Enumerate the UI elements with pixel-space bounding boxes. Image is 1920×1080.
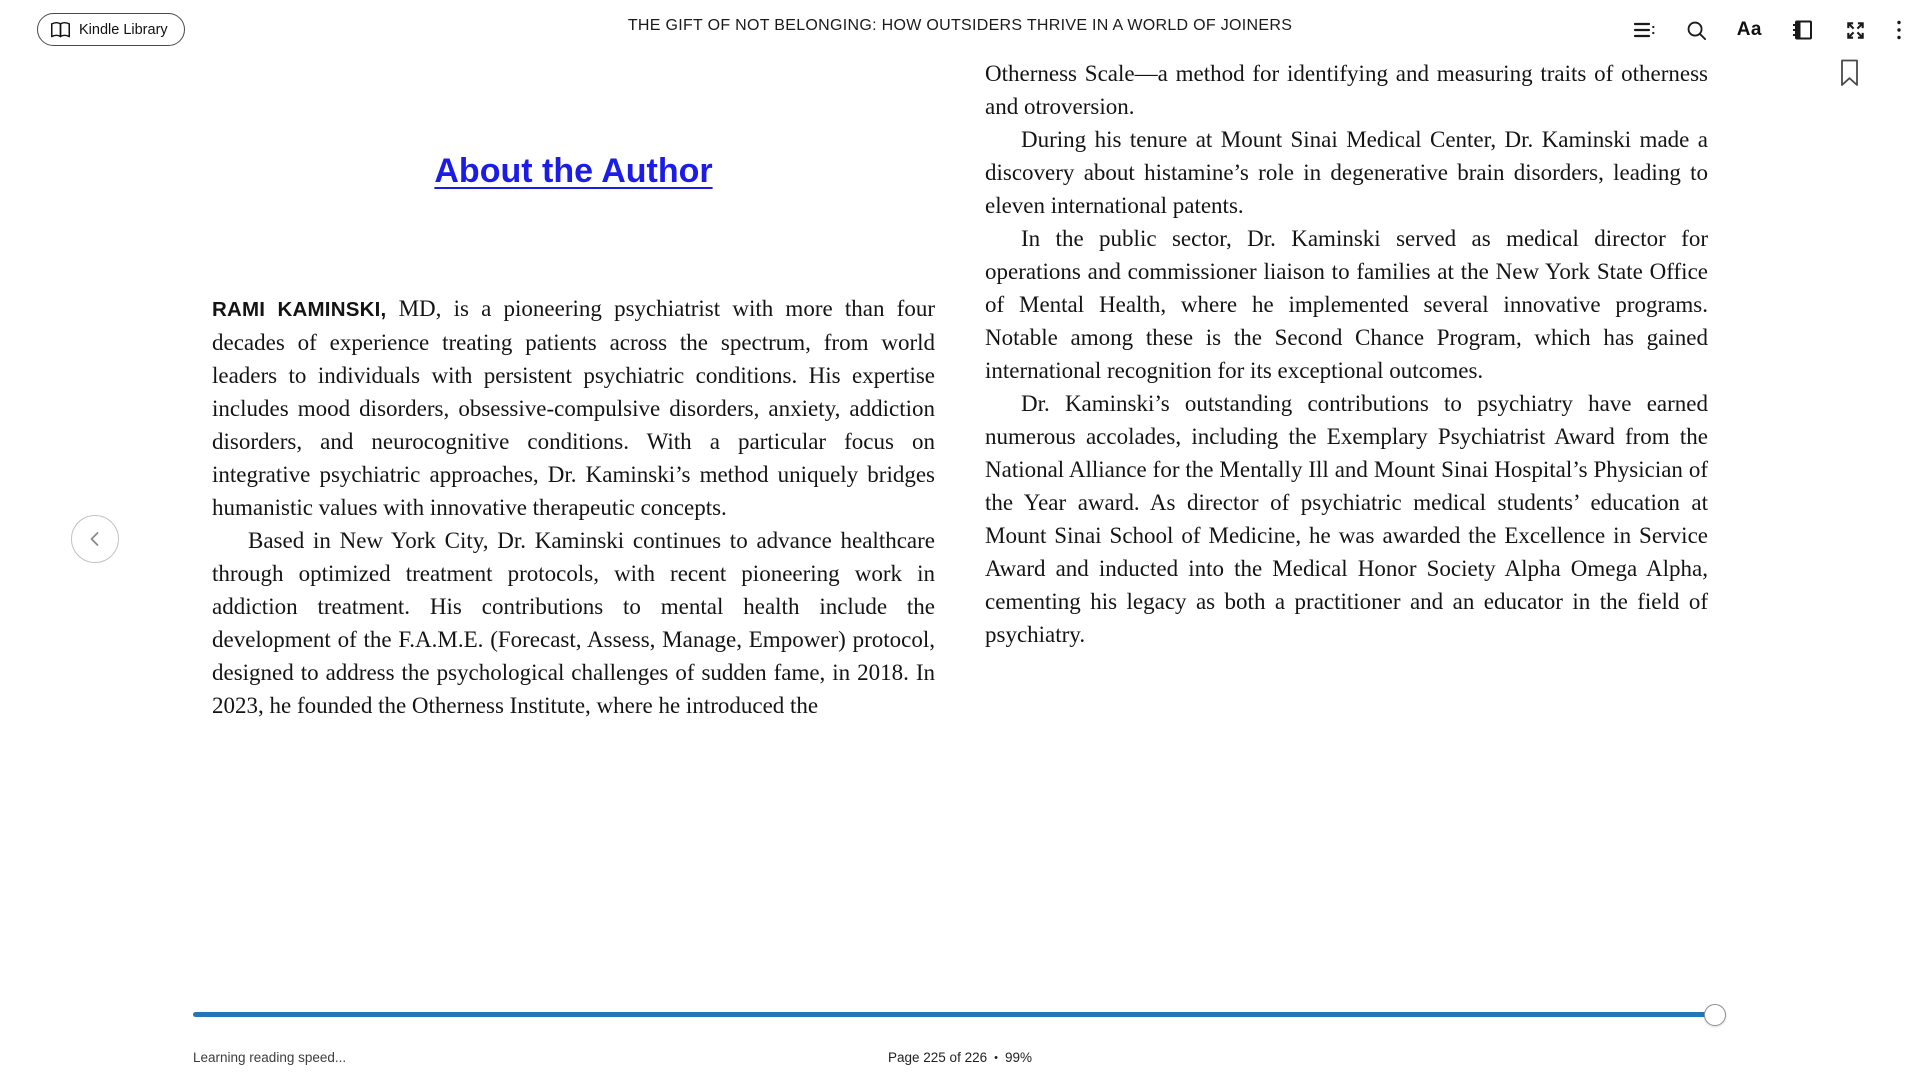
paragraph: Otherness Scale—a method for identifying and measuring traits of otherness and otroversion. bbox=[985, 61, 1708, 119]
left-page-column bbox=[212, 292, 935, 722]
reading-speed-status: Learning reading speed... bbox=[193, 1050, 347, 1065]
paragraph: Based in New York City, Dr. Kaminski continues to advance healthcare through optimized treatment protocols, with recent pioneering work in addiction treatment. His contributions to mental health include the development of the F.A.M.E. (Forecast, Assess, Manage, Empower) protocol, designed to address the psychological challenges of sudden fame, in 2018. In 2023, he founded the Otherness Institute, where he introduced the bbox=[212, 528, 935, 718]
bookmark-button[interactable] bbox=[1840, 59, 1859, 87]
paragraph bbox=[212, 292, 935, 524]
paragraph: In the public sector, Dr. Kaminski served as medical director for operations and commissioner liaison to families at the New York State Office of Mental Health, where he implemented several innovative programs. Notable among these is the Second Chance Program, which has gained international recognition for its exceptional outcomes. bbox=[985, 226, 1708, 383]
fullscreen-button[interactable] bbox=[1842, 17, 1869, 44]
search-button[interactable] bbox=[1683, 17, 1710, 44]
progress-fill bbox=[193, 1012, 1715, 1017]
kebab-menu-icon bbox=[1896, 18, 1902, 42]
top-bar bbox=[0, 0, 1920, 56]
notebook-button[interactable] bbox=[1789, 16, 1817, 44]
expand-fullscreen-icon bbox=[1844, 19, 1867, 42]
previous-page-button[interactable] bbox=[71, 515, 119, 563]
kindle-library-button[interactable] bbox=[37, 13, 185, 46]
table-of-contents-button[interactable] bbox=[1630, 16, 1658, 44]
more-options-button[interactable] bbox=[1894, 16, 1904, 44]
paragraph: Dr. Kaminski’s outstanding contributions to psychiatry have earned numerous accolades, including the Exemplary Psychiatrist Award from the National Alliance for the Mentally Ill and Mount Sinai Hospital’s Physician of the Year award. As director of psychiatric medical students’ education at Mount Sinai School of Medicine, he was awarded the Excellence in Service Award and inducted into the Medical Honor Society Alpha Omega Alpha, cementing his legacy as both a practitioner and an educator in the field of psychiatry. bbox=[985, 391, 1708, 647]
about-the-author-heading-link[interactable]: About the Author bbox=[434, 152, 713, 190]
right-page-column bbox=[985, 57, 1708, 651]
font-settings-button[interactable] bbox=[1735, 17, 1764, 43]
font-size-icon: Aa bbox=[1736, 19, 1762, 40]
page-indicator bbox=[888, 1050, 1032, 1065]
bookmark-icon bbox=[1840, 59, 1859, 87]
reader-toolbar bbox=[1630, 12, 1904, 48]
progress-thumb[interactable] bbox=[1704, 1004, 1726, 1026]
book-title: THE GIFT OF NOT BELONGING: HOW OUTSIDERS THRIVE IN A WORLD OF JOINERS bbox=[627, 17, 1293, 34]
notebook-icon bbox=[1791, 18, 1815, 42]
page-number-label: Page 225 of 226 bbox=[888, 1050, 988, 1065]
reading-progress-slider[interactable] bbox=[193, 1012, 1730, 1017]
toc-list-icon bbox=[1632, 18, 1656, 42]
paragraph: During his tenure at Mount Sinai Medical Center, Dr. Kaminski made a discovery about histamine’s role in degenerative brain disorders, leading to eleven international patents. bbox=[985, 127, 1708, 218]
chevron-left-icon bbox=[85, 529, 105, 549]
open-book-icon bbox=[50, 21, 71, 39]
search-icon bbox=[1685, 19, 1708, 42]
kindle-library-label: Kindle Library bbox=[79, 21, 168, 38]
percent-read-label: 99% bbox=[1004, 1050, 1032, 1065]
separator-dot: • bbox=[994, 1052, 998, 1064]
paragraph-text: MD, is a pioneering psychiatrist with more than four decades of experience treating patients across the spectrum, from world leaders to individuals with persistent psychiatric conditions. His expertise includes mood disorders, obsessive-compulsive disorders, anxiety, addiction disorders, and neurocognitive conditions. With a particular focus on integrative psychiatric approaches, Dr. Kaminski’s method uniquely bridges humanistic values with innovative therapeutic concepts. bbox=[212, 296, 935, 520]
author-name-lead: RAMI KAMINSKI, bbox=[212, 298, 387, 321]
